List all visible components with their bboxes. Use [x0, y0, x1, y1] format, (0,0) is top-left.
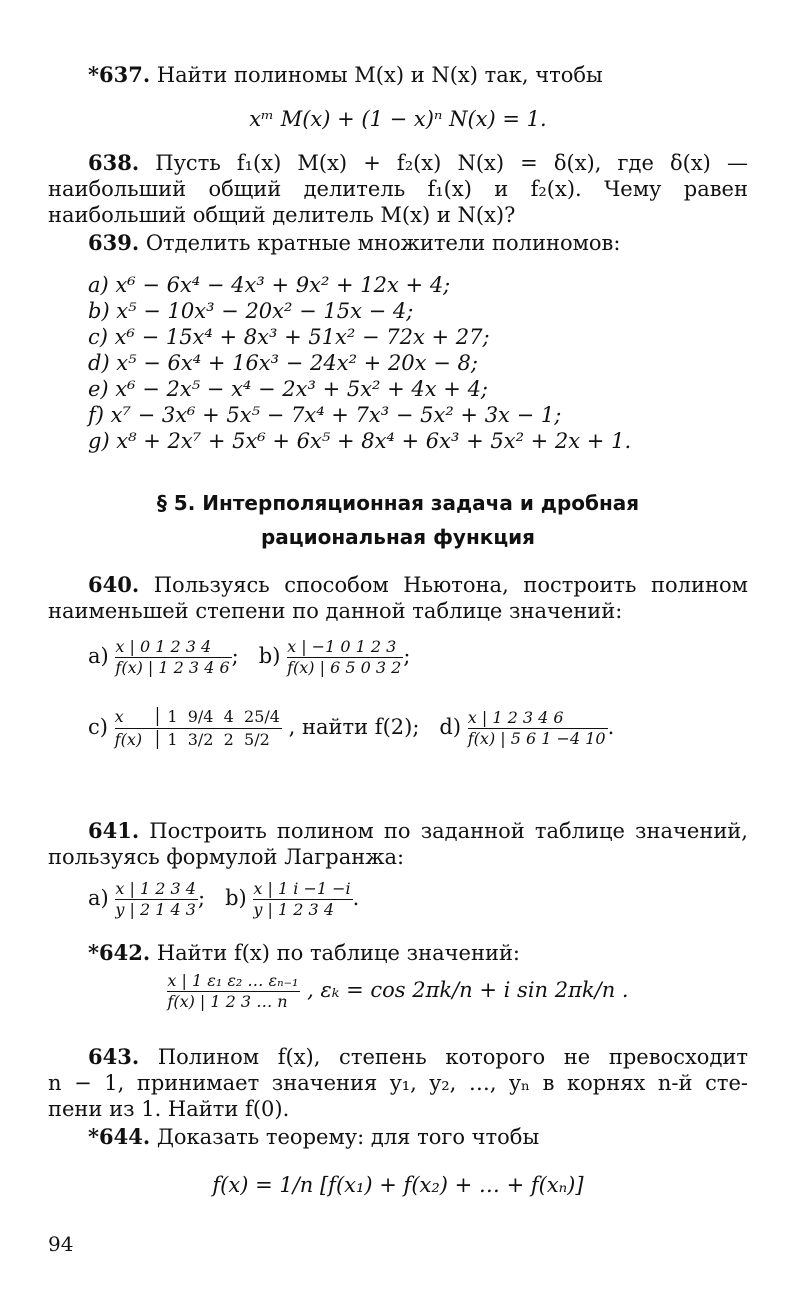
table-header-row: x | 1 2 3 4 6 [468, 709, 608, 729]
table-value-row: y | 1 2 3 4 [253, 900, 334, 919]
list-item: a) x⁶ − 6x⁴ − 4x³ + 9x² + 12x + 4; [88, 273, 451, 297]
item-label: b) [258, 644, 281, 668]
formula-637: xᵐ M(x) + (1 − x)ⁿ N(x) = 1. [249, 107, 547, 131]
task-note: , найти f(2); [288, 715, 420, 739]
problem-641-line1 [88, 818, 748, 844]
problem-642 [88, 940, 520, 966]
problem-number: 643. [88, 1044, 140, 1069]
problem-text: Найти f(x) по таблице значений: [156, 941, 521, 965]
section-heading-line2: рациональная функция [260, 525, 536, 549]
problem-641-line2: пользуясь формулой Лагранжа: [48, 845, 405, 869]
value-table-c [115, 708, 282, 749]
problem-text: Построить полином по заданной таблице значений, [149, 819, 748, 843]
epsilon-definition: , εₖ = cos 2πk/n + i sin 2πk/n . [307, 978, 629, 1002]
separator: . [607, 715, 615, 739]
problem-text: Найти полиномы M(x) и N(x) так, чтобы [156, 63, 603, 87]
separator: ; [403, 644, 411, 668]
table-value-row: f(x) | 6 5 0 3 2 [287, 658, 402, 677]
separator: ; [231, 644, 239, 668]
problem-number: *642. [88, 940, 151, 965]
item-label: d) [439, 715, 462, 739]
value-table-642 [167, 972, 300, 1011]
table-value-row: f(x) | 5 6 1 −4 10 [467, 729, 606, 748]
problem-644 [88, 1124, 539, 1150]
problem-number: 639. [88, 230, 140, 255]
formula-644: f(x) = 1/n [f(x₁) + f(x₂) + … + f(xₙ)] [212, 1173, 584, 1197]
table-row-ab [88, 638, 410, 677]
cell: 25/4 [244, 707, 280, 726]
problem-number: 640. [88, 572, 140, 597]
problem-639 [88, 230, 620, 256]
item-label: c) [88, 715, 108, 739]
table-value-row: f(x) | 1 2 3 … n [167, 992, 288, 1011]
cell: 9/4 [187, 707, 214, 726]
item-label: a) [88, 644, 109, 668]
problem-text: Полином f(x), степень которого не превосходит [157, 1045, 748, 1069]
table-header-row: x | −1 0 1 2 3 [287, 638, 403, 658]
x-label: x [114, 707, 124, 726]
table-row-cd [88, 708, 614, 749]
cell: 1 [167, 730, 178, 749]
problem-637 [88, 62, 603, 88]
problem-number: *637. [88, 62, 151, 87]
cell: 4 [223, 707, 234, 726]
value-table-b [287, 638, 403, 677]
table-header-row: x | 0 1 2 3 4 [115, 638, 231, 658]
separator: ; [197, 886, 206, 910]
problem-number: *644. [88, 1124, 151, 1149]
section-heading-line1: § 5. Интерполяционная задача и дробная [156, 491, 640, 515]
formula-642 [48, 972, 748, 1011]
cell: 3/2 [187, 730, 214, 749]
list-item: g) x⁸ + 2x⁷ + 5x⁶ + 6x⁵ + 8x⁴ + 6x³ + 5x² + 2x + 1. [88, 429, 632, 453]
problem-643-line2: n − 1, принимает значения y₁, y₂, …, yₙ в корнях n-й сте- [48, 1071, 748, 1095]
value-table-641b [253, 880, 352, 919]
value-table-d [468, 709, 608, 748]
problem-643-line1 [88, 1044, 748, 1070]
table-row-641 [88, 880, 359, 919]
problem-number: 638. [88, 150, 140, 175]
item-label: a) [88, 886, 109, 910]
cell: 1 [167, 707, 178, 726]
separator: . [352, 886, 360, 910]
list-item: b) x⁵ − 10x³ − 20x² − 15x − 4; [88, 299, 414, 323]
list-item: e) x⁶ − 2x⁵ − x⁴ − 2x³ + 5x² + 4x + 4; [88, 377, 489, 401]
table-value-row: y | 2 1 4 3 [115, 900, 196, 919]
problem-640-line2: наименьшей степени по данной таблице значений: [48, 599, 623, 623]
list-item: f) x⁷ − 3x⁶ + 5x⁵ − 7x⁴ + 7x³ − 5x² + 3x − 1; [88, 403, 562, 427]
table-header-row: x │ 1 9/4 4 25/4 [115, 708, 282, 729]
value-table-641a [115, 880, 198, 919]
problem-643-line3: пени из 1. Найти f(0). [48, 1097, 290, 1121]
problem-638-line2: наибольший общий делитель f₁(x) и f₂(x). Чему равен [48, 177, 748, 201]
cell: 2 [223, 730, 234, 749]
problem-text: Доказать теорему: для того чтобы [156, 1125, 540, 1149]
problem-638-line3: наибольший общий делитель M(x) и N(x)? [48, 203, 516, 227]
table-header-row: x | 1 i −1 −i [253, 879, 351, 898]
cell: 5/2 [244, 730, 270, 749]
table-value-row: f(x) | 1 2 3 4 6 [115, 658, 230, 677]
problem-text: Пользуясь способом Ньютона, построить полином [153, 573, 748, 597]
f-label: f(x) [114, 730, 143, 749]
list-item: c) x⁶ − 15x⁴ + 8x³ + 51x² − 72x + 27; [88, 325, 490, 349]
item-label: b) [225, 886, 247, 910]
problem-text: Отделить кратные множители полиномов: [145, 231, 621, 255]
problem-number: 641. [88, 818, 140, 843]
value-table-a [115, 638, 231, 677]
problem-638-line1 [88, 150, 748, 176]
page-number: 94 [48, 1232, 74, 1256]
problem-text: Пусть f₁(x) M(x) + f₂(x) N(x) = δ(x), где δ(x) — [155, 151, 748, 175]
table-value-row: f(x) │ 1 3/2 2 5/2 [114, 730, 270, 749]
table-header-row: x | 1 ε₁ ε₂ … εₙ₋₁ [167, 971, 299, 990]
table-header-row: x | 1 2 3 4 [115, 880, 198, 900]
problem-640-line1 [88, 572, 748, 598]
list-item: d) x⁵ − 6x⁴ + 16x³ − 24x² + 20x − 8; [88, 351, 478, 375]
